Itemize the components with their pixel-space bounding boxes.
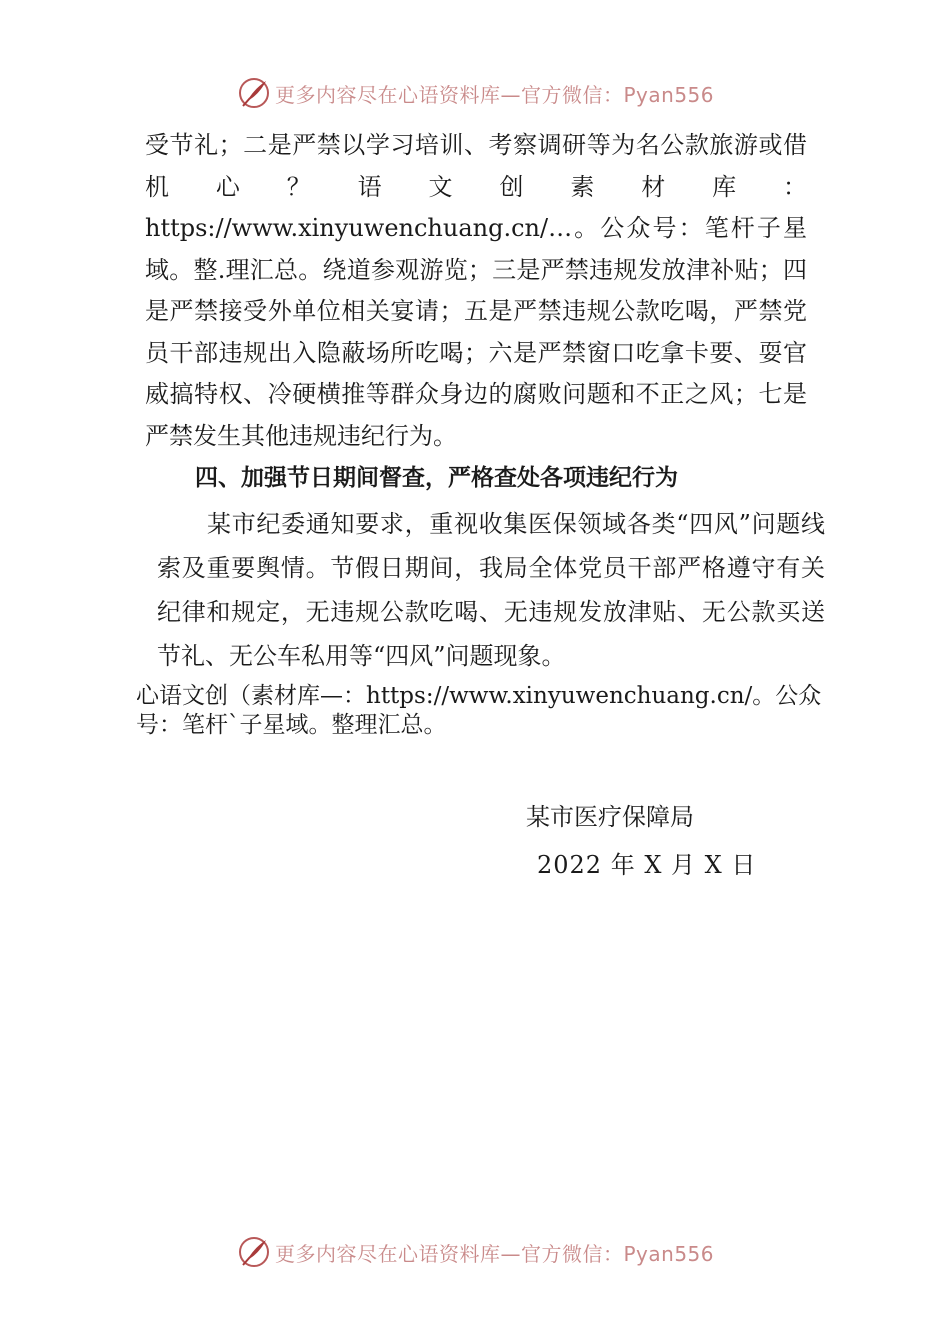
watermark-header xyxy=(237,73,714,113)
signature-organization: 某市医疗保障局 xyxy=(526,803,694,831)
quill-logo-icon xyxy=(237,1235,271,1269)
quill-logo-icon xyxy=(237,76,271,110)
watermark-text: 更多内容尽在心语资料库—官方微信：Pyan556 xyxy=(275,1241,715,1266)
body-paragraph-source-note: 心语文创（素材库—：https://www.xinyuwenchuang.cn/。公众号：笔杆`子星域。整理汇总。 xyxy=(136,683,822,738)
section-heading-four: 四、加强节日期间督查，严格查处各项违纪行为 xyxy=(195,465,678,491)
body-paragraph-supervision: 某市纪委通知要求，重视收集医保领域各类“四风”问题线索及重要舆情。节假日期间，我局全体党员干部严格遵守有关纪律和规定，无违规公款吃喝、无违规发放津贴、无公款买送节礼、无公车私用等“四风”问题现象。 xyxy=(157,510,825,670)
signature-date: 2022 年 X 月 X 日 xyxy=(537,851,757,879)
body-paragraph-rules: 受节礼；二是严禁以学习培训、考察调研等为名公款旅游或借机心？语文创素材库：https://www.xinyuwenchuang.cn/…。公众号：笔杆子星域。整.理汇总。绕道参观游览；三是严禁违规发放津补贴；四是严禁接受外单位相关宴请；五是严禁违规公款吃喝，严禁党员干部违规出入隐蔽场所吃喝；六是严禁窗口吃拿卡要、耍官威搞特权、冷硬横推等群众身边的腐败问题和不正之风；七是严禁发生其他违规违纪行为。 xyxy=(145,131,807,450)
watermark-text: 更多内容尽在心语资料库—官方微信：Pyan556 xyxy=(275,82,715,107)
watermark-footer xyxy=(237,1232,714,1272)
